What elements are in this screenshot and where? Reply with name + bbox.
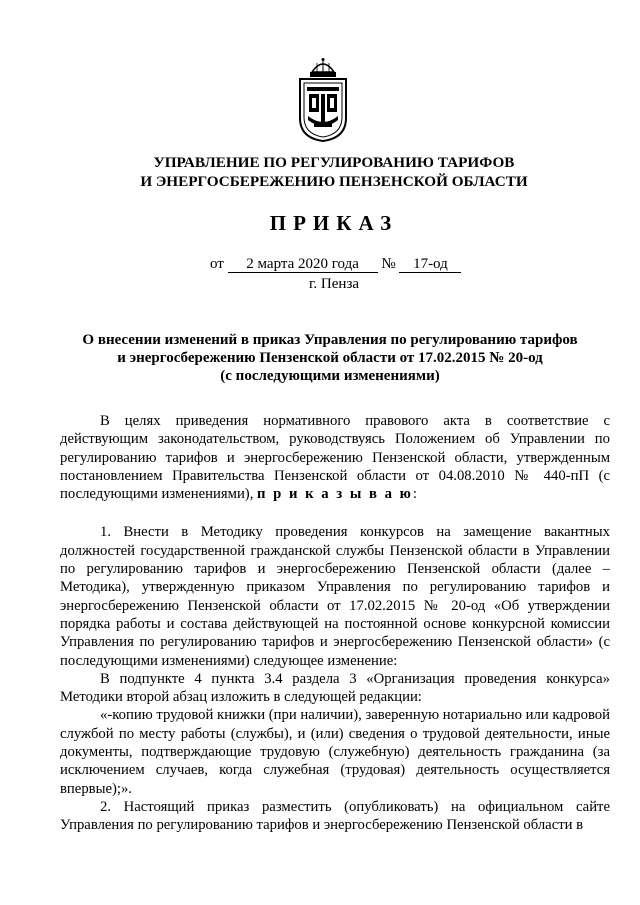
order-keyword: п р и к а з ы в а ю	[257, 486, 413, 503]
penza-coat-of-arms-icon	[296, 58, 350, 142]
document-type-title: ПРИКАЗ	[269, 211, 399, 235]
preamble-paragraph	[60, 412, 610, 503]
paragraph-amendment: В подпункте 4 пункта 3.4 раздела 3 «Организация проведения конкурса» Методики второй абзац изложить в следующей редакции:	[60, 670, 610, 706]
document-number: 17-од	[399, 256, 461, 273]
agency-name-line2: И ЭНЕРГОСБЕРЕЖЕНИЮ ПЕНЗЕНСКОЙ ОБЛАСТИ	[140, 173, 528, 190]
document-body	[60, 412, 610, 835]
document-city: г. Пенза	[308, 276, 360, 292]
subject-line3: (с последующими изменениями)	[220, 368, 440, 384]
paragraph-item-1: 1. Внести в Методику проведения конкурсов на замещение вакантных должностей государственной гражданской службы Пензенской области в Управлении по регулированию тарифов и энергосбережению Пензенской области (далее – Методика), утвержденную приказом Управления по регулированию тарифов и энергосбережению Пензенской области от 17.02.2015 № 20-од «Об утверждении порядка работы и состава действующей на постоянной основе конкурсной комиссии Управления по регулированию тарифов и энергосбережению Пензенской области» (с последующими изменениями) следующее изменение:	[60, 524, 610, 669]
preamble-end: :	[412, 486, 417, 503]
subject-line2: и энергосбережению Пензенской области от 17.02.2015 № 20-од	[117, 350, 543, 366]
subject-line1: О внесении изменений в приказ Управления по регулированию тарифов	[82, 332, 578, 348]
preamble-text: В целях приведения нормативного правового акта в соответствие с действующим законодательством, руководствуясь Положением об Управлении по регулированию тарифов и энергосбережению Пензенской области, утвержденным постановлением Правительства Пензенской области от 04.08.2010 № 440-пП (с последующими изменениями),	[60, 413, 610, 503]
date-prefix: от	[210, 256, 224, 272]
document-date: 2 марта 2020 года	[228, 256, 378, 273]
number-sign: №	[381, 256, 396, 272]
paragraph-new-wording: «-копию трудовой книжки (при наличии), заверенную нотариально или кадровой службой по месту работы (службы), и (или) сведения о трудовой деятельности, иные документы, подтверждающие трудовую (служебную) деятельность гражданина (за исключением случаев, когда служебная (трудовая) деятельность осуществляется впервые);».	[60, 707, 610, 797]
agency-name-line1: УПРАВЛЕНИЕ ПО РЕГУЛИРОВАНИЮ ТАРИФОВ	[153, 154, 515, 171]
paragraph-item-2: 2. Настоящий приказ разместить (опубликовать) на официальном сайте Управления по регулированию тарифов и энергосбережению Пензенской области в	[60, 798, 610, 834]
date-number-line	[210, 256, 461, 273]
